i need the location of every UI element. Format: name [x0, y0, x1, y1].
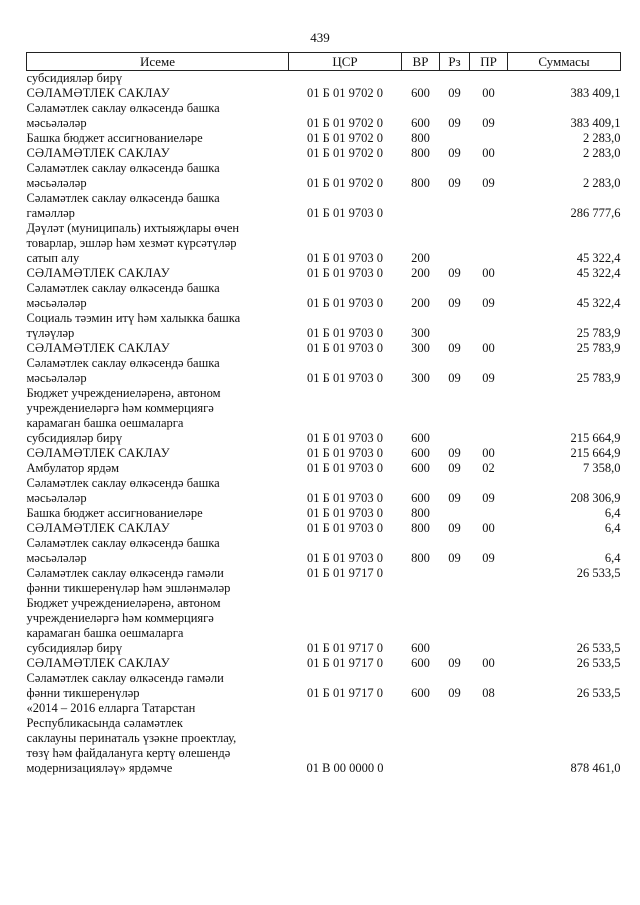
table-row	[27, 476, 621, 506]
row-vr: 600	[411, 491, 430, 505]
row-name-line: мәсьәләләр	[26, 491, 87, 505]
page-number: 439	[310, 30, 330, 45]
row-name	[27, 311, 289, 341]
row-rz: 09	[448, 491, 461, 505]
header-sum: Суммасы	[508, 53, 621, 71]
table-row	[27, 131, 621, 146]
row-sum: 2 283,0	[583, 176, 621, 190]
row-csr: 01 Б 01 9702 0	[307, 146, 383, 160]
row-sum: 2 283,0	[583, 131, 621, 145]
row-pr	[470, 131, 508, 146]
row-pr	[470, 506, 508, 521]
row-pr: 00	[482, 86, 495, 100]
row-pr: 09	[482, 551, 495, 565]
row-vr: 600	[411, 686, 430, 700]
row-name-line: субсидияләр бирү	[26, 641, 123, 655]
row-name	[27, 101, 289, 131]
row-name-line: Сәламәтлек саклау өлкәсендә башка	[26, 101, 220, 115]
table-row	[27, 161, 621, 191]
row-name-line: Бюджет учреждениеләренә, автоном	[26, 596, 221, 610]
row-name-line: Социаль тәэмин итү һәм халыкка башка	[26, 311, 241, 325]
row-name	[27, 281, 289, 311]
row-name-line: фәнни тикшеренүләр	[26, 686, 140, 700]
row-name-line: төзү һәм файдалануга кертү өлешендә	[26, 746, 231, 760]
row-vr: 300	[411, 371, 430, 385]
row-name	[27, 446, 289, 461]
row-pr	[470, 566, 508, 596]
row-name-line: СӘЛАМӘТЛЕК САКЛАУ	[26, 341, 170, 355]
row-vr: 800	[411, 176, 430, 190]
row-vr: 200	[411, 296, 430, 310]
row-name-line: саклауны перинаталь үзәкне проектлау,	[26, 731, 237, 745]
row-vr: 600	[411, 431, 430, 445]
row-name-line: Сәламәтлек саклау өлкәсендә башка	[26, 476, 220, 490]
row-sum: 25 783,9	[576, 371, 621, 385]
row-csr: 01 Б 01 9703 0	[307, 431, 383, 445]
row-name-line: Башка бюджет ассигнованиеләре	[26, 131, 203, 145]
row-sum: 45 322,4	[576, 296, 621, 310]
table-row	[27, 86, 621, 101]
row-name	[27, 71, 289, 87]
row-name-line: түләүләр	[26, 326, 75, 340]
row-name	[27, 191, 289, 221]
row-sum: 383 409,1	[570, 86, 621, 100]
row-sum	[508, 71, 621, 87]
row-name-line: Республикасында сәламәтлек	[26, 716, 183, 730]
row-csr: 01 Б 01 9717 0	[307, 566, 383, 580]
table-row	[27, 596, 621, 656]
row-name-line: «2014 – 2016 елларга Татарстан	[26, 701, 196, 715]
row-csr: 01 Б 01 9703 0	[307, 206, 383, 220]
row-vr: 800	[411, 131, 430, 145]
row-rz	[440, 221, 470, 266]
row-csr: 01 Б 01 9703 0	[307, 551, 383, 565]
row-rz: 09	[448, 521, 461, 535]
row-name-line: Амбулатор ярдәм	[26, 461, 120, 475]
row-vr: 200	[411, 266, 430, 280]
row-name-line: Башка бюджет ассигнованиеләре	[26, 506, 203, 520]
budget-table	[26, 52, 621, 776]
table-row	[27, 311, 621, 341]
row-rz	[440, 566, 470, 596]
row-name-line: СӘЛАМӘТЛЕК САКЛАУ	[26, 446, 170, 460]
row-name-line: сатып алу	[26, 251, 80, 265]
row-csr: 01 Б 01 9717 0	[307, 686, 383, 700]
row-rz: 09	[448, 686, 461, 700]
row-name	[27, 506, 289, 521]
row-csr: 01 Б 01 9717 0	[307, 641, 383, 655]
row-csr: 01 Б 01 9703 0	[307, 491, 383, 505]
row-name-line: Сәламәтлек саклау өлкәсендә башка	[26, 281, 220, 295]
row-rz	[440, 386, 470, 446]
row-rz: 09	[448, 116, 461, 130]
row-vr: 600	[411, 116, 430, 130]
row-name	[27, 536, 289, 566]
row-name	[27, 341, 289, 356]
row-pr: 09	[482, 296, 495, 310]
row-name	[27, 476, 289, 506]
table-body	[27, 71, 621, 777]
row-sum: 25 783,9	[576, 341, 621, 355]
row-pr: 00	[482, 446, 495, 460]
row-csr: 01 Б 01 9703 0	[307, 371, 383, 385]
row-csr: 01 Б 01 9703 0	[307, 251, 383, 265]
row-sum: 26 533,5	[576, 686, 621, 700]
row-sum: 383 409,1	[570, 116, 621, 130]
table-row	[27, 71, 621, 87]
row-vr	[402, 701, 440, 776]
table-row	[27, 521, 621, 536]
row-name-line: Сәламәтлек саклау өлкәсендә башка	[26, 161, 220, 175]
row-rz: 09	[448, 461, 461, 475]
table-row	[27, 506, 621, 521]
row-vr: 800	[411, 146, 430, 160]
row-vr: 600	[411, 461, 430, 475]
table-row	[27, 671, 621, 701]
row-name-line: субсидияләр бирү	[26, 431, 123, 445]
header-name: Исеме	[27, 53, 289, 71]
row-sum: 26 533,5	[576, 566, 621, 580]
row-pr	[470, 596, 508, 656]
table-row	[27, 146, 621, 161]
row-sum: 208 306,9	[570, 491, 621, 505]
table-row	[27, 356, 621, 386]
row-name	[27, 521, 289, 536]
row-sum: 6,4	[604, 506, 621, 520]
row-vr: 600	[411, 446, 430, 460]
row-name	[27, 671, 289, 701]
row-rz	[440, 191, 470, 221]
row-sum: 26 533,5	[576, 641, 621, 655]
row-rz	[440, 71, 470, 87]
row-name	[27, 356, 289, 386]
row-csr: 01 Б 01 9703 0	[307, 341, 383, 355]
row-name-line: СӘЛАМӘТЛЕК САКЛАУ	[26, 656, 170, 670]
row-pr: 02	[482, 461, 495, 475]
row-vr: 800	[411, 506, 430, 520]
row-name-line: фәнни тикшеренүләр һәм эшләнмәләр	[26, 581, 231, 595]
row-sum: 25 783,9	[576, 326, 621, 340]
row-name-line: мәсьәләләр	[26, 371, 87, 385]
row-pr	[470, 311, 508, 341]
row-name-line: Сәламәтлек саклау өлкәсендә гамәли	[26, 671, 224, 685]
row-name-line: товарлар, эшләр һәм хезмәт күрсәтүләр	[26, 236, 237, 250]
row-vr: 300	[411, 326, 430, 340]
header-csr: ЦСР	[289, 53, 402, 71]
row-name	[27, 161, 289, 191]
row-vr: 300	[411, 341, 430, 355]
table-row	[27, 446, 621, 461]
table-row	[27, 221, 621, 266]
row-rz: 09	[448, 371, 461, 385]
row-name	[27, 656, 289, 671]
row-name-line: Сәламәтлек саклау өлкәсендә башка	[26, 536, 220, 550]
row-pr	[470, 221, 508, 266]
row-sum: 2 283,0	[583, 146, 621, 160]
row-name-line: мәсьәләләр	[26, 296, 87, 310]
row-vr	[402, 71, 440, 87]
row-name	[27, 461, 289, 476]
row-sum: 6,4	[604, 521, 621, 535]
row-vr: 200	[411, 251, 430, 265]
row-name-line: мәсьәләләр	[26, 551, 87, 565]
row-rz: 09	[448, 341, 461, 355]
row-vr: 800	[411, 521, 430, 535]
row-name-line: учреждениеләргә һәм коммерциягә	[26, 611, 214, 625]
row-name	[27, 701, 289, 776]
row-sum: 286 777,6	[570, 206, 621, 220]
row-name-line: СӘЛАМӘТЛЕК САКЛАУ	[26, 266, 170, 280]
row-name-line: карамаган башка оешмаларга	[26, 416, 184, 430]
row-pr	[470, 191, 508, 221]
row-csr: 01 Б 01 9717 0	[307, 656, 383, 670]
row-name-line: Дәүләт (муниципаль) ихтыяҗлары өчен	[26, 221, 240, 235]
row-csr: 01 Б 01 9703 0	[307, 446, 383, 460]
row-name-line: Сәламәтлек саклау өлкәсендә гамәли	[26, 566, 224, 580]
row-pr	[470, 71, 508, 87]
row-name-line: учреждениеләргә һәм коммерциягә	[26, 401, 214, 415]
row-rz: 09	[448, 86, 461, 100]
table-row	[27, 101, 621, 131]
table-row	[27, 386, 621, 446]
row-name-line: Бюджет учреждениеләренә, автоном	[26, 386, 221, 400]
header-pr: ПР	[470, 53, 508, 71]
row-csr	[289, 71, 402, 87]
row-csr: 01 Б 01 9703 0	[307, 521, 383, 535]
row-name	[27, 221, 289, 266]
row-csr: 01 Б 01 9703 0	[307, 266, 383, 280]
row-csr: 01 Б 01 9703 0	[307, 326, 383, 340]
row-csr: 01 Б 01 9703 0	[307, 461, 383, 475]
row-rz: 09	[448, 176, 461, 190]
table-row	[27, 701, 621, 776]
row-pr: 09	[482, 491, 495, 505]
table-row	[27, 266, 621, 281]
row-rz	[440, 506, 470, 521]
row-name-line: СӘЛАМӘТЛЕК САКЛАУ	[26, 521, 170, 535]
row-name-line: СӘЛАМӘТЛЕК САКЛАУ	[26, 146, 170, 160]
row-rz: 09	[448, 656, 461, 670]
table-row	[27, 281, 621, 311]
row-name-line: субсидияләр бирү	[26, 71, 123, 85]
row-rz	[440, 701, 470, 776]
table-row	[27, 341, 621, 356]
row-pr: 09	[482, 176, 495, 190]
row-name	[27, 386, 289, 446]
row-name	[27, 266, 289, 281]
row-sum: 45 322,4	[576, 251, 621, 265]
row-pr	[470, 386, 508, 446]
row-vr: 800	[411, 551, 430, 565]
row-csr: 01 Б 01 9702 0	[307, 116, 383, 130]
row-sum: 215 664,9	[570, 431, 621, 445]
row-vr	[402, 191, 440, 221]
row-rz: 09	[448, 266, 461, 280]
table-header-row	[27, 53, 621, 71]
row-rz: 09	[448, 146, 461, 160]
row-vr	[402, 566, 440, 596]
row-sum: 45 322,4	[576, 266, 621, 280]
row-pr: 00	[482, 656, 495, 670]
row-rz: 09	[448, 446, 461, 460]
row-sum: 215 664,9	[570, 446, 621, 460]
table-row	[27, 656, 621, 671]
row-name-line: мәсьәләләр	[26, 176, 87, 190]
row-name	[27, 566, 289, 596]
row-vr: 600	[411, 86, 430, 100]
row-csr: 01 Б 01 9702 0	[307, 131, 383, 145]
row-csr: 01 Б 01 9703 0	[307, 296, 383, 310]
row-name	[27, 146, 289, 161]
row-name-line: гамәлләр	[26, 206, 75, 220]
row-vr: 600	[411, 641, 430, 655]
row-pr: 09	[482, 371, 495, 385]
header-rz: Рз	[440, 53, 470, 71]
row-name-line: карамаган башка оешмаларга	[26, 626, 184, 640]
row-csr: 01 В 00 0000 0	[306, 761, 384, 775]
table-row	[27, 191, 621, 221]
row-name-line: мәсьәләләр	[26, 116, 87, 130]
row-pr: 00	[482, 266, 495, 280]
row-name-line: Сәламәтлек саклау өлкәсендә башка	[26, 191, 220, 205]
row-sum: 878 461,0	[570, 761, 621, 775]
row-csr: 01 Б 01 9703 0	[307, 506, 383, 520]
row-sum: 7 358,0	[583, 461, 621, 475]
row-sum: 6,4	[604, 551, 621, 565]
row-csr: 01 Б 01 9702 0	[307, 86, 383, 100]
row-pr: 00	[482, 146, 495, 160]
row-name-line: СӘЛАМӘТЛЕК САКЛАУ	[26, 86, 170, 100]
row-rz	[440, 311, 470, 341]
row-name	[27, 596, 289, 656]
row-pr: 08	[482, 686, 495, 700]
row-name-line: Сәламәтлек саклау өлкәсендә башка	[26, 356, 220, 370]
row-pr: 00	[482, 341, 495, 355]
row-csr: 01 Б 01 9702 0	[307, 176, 383, 190]
table-row	[27, 566, 621, 596]
row-rz: 09	[448, 551, 461, 565]
row-name-line: модернизацияләү» ярдәмче	[26, 761, 173, 775]
row-pr	[470, 701, 508, 776]
header-vr: ВР	[402, 53, 440, 71]
table-row	[27, 536, 621, 566]
row-name	[27, 86, 289, 101]
row-rz: 09	[448, 296, 461, 310]
table-row	[27, 461, 621, 476]
row-vr: 600	[411, 656, 430, 670]
row-rz	[440, 596, 470, 656]
row-sum: 26 533,5	[576, 656, 621, 670]
row-pr: 00	[482, 521, 495, 535]
row-name	[27, 131, 289, 146]
row-rz	[440, 131, 470, 146]
row-pr: 09	[482, 116, 495, 130]
